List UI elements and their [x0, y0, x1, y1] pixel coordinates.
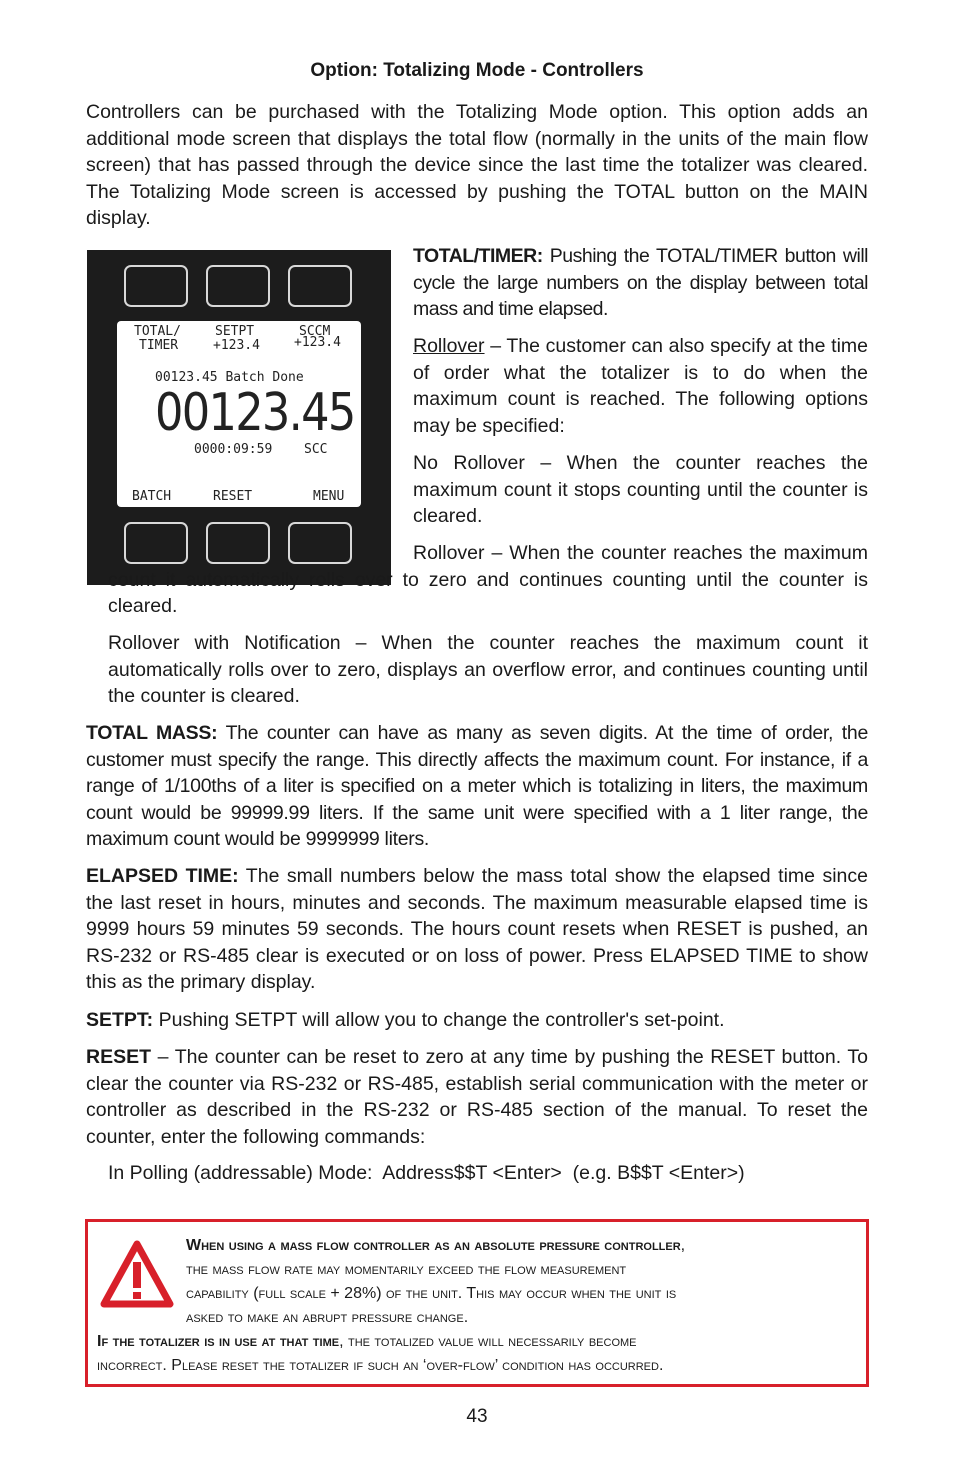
lcd-sccm-value: +123.4 [294, 335, 341, 350]
total-timer-paragraph [413, 243, 868, 323]
section-title: Option: Totalizing Mode - Controllers [310, 60, 644, 81]
page-number: 43 [466, 1406, 488, 1427]
rollover-option-paragraph: Rollover – When the counter reaches the maximum count it automatically rolls over to zero and continues counting until the counter is cleared. [108, 542, 868, 617]
lcd-batch-line: 00123.45 Batch Done [155, 370, 304, 385]
lcd-timer-label: TIMER [139, 338, 179, 353]
rollover-paragraph [413, 333, 868, 439]
polling-mode-command: In Polling (addressable) Mode: Address$$T <Enter> (e.g. B$$T <Enter>) [108, 1162, 745, 1184]
no-rollover-paragraph: No Rollover – When the counter reaches the maximum count it stops counting until the counter is cleared. [413, 452, 868, 527]
top-left-button [124, 265, 188, 307]
rollover-text: – The customer can also specify at the time of order what the totalizer is to do when the maximum count is reached. The following options may be specified: [413, 335, 868, 437]
lcd-total-label: TOTAL/ [134, 324, 181, 339]
total-mass-text: The counter can have as many as seven digits. At the time of order, the customer must specify the range. This directly affects the maximum count. For instance, if a range of 1/100ths of a liter is specified on a meter which is totalizing in liters, the maximum count would be 99999.99 liters. If the same unit were specified with a 1 liter range, the maximum count would be 9999999 liters. [86, 722, 868, 850]
warning-triangle-icon [100, 1240, 174, 1308]
setpt-label: SETPT: [86, 1009, 154, 1031]
elapsed-time-label: ELAPSED TIME: [86, 865, 239, 887]
reset-label: RESET [86, 1046, 152, 1068]
reset-paragraph [86, 1044, 868, 1150]
top-middle-button [206, 265, 270, 307]
lcd-reset-label: RESET [213, 489, 253, 504]
elapsed-time-paragraph [86, 863, 868, 996]
top-right-button [288, 265, 352, 307]
reset-text: – The counter can be reset to zero at any time by pushing the RESET button. To clear the counter via RS-232 or RS-485, establish serial communication with the meter or controller as described in the RS-232 or RS-485 section of the manual. To reset the counter, enter the following commands: [86, 1046, 868, 1148]
warning-line-3: capability (full scale + 28%) of the unit. This may occur when the unit is [186, 1285, 677, 1302]
warning-line-1 [186, 1234, 685, 1258]
warning-line-1-rest: , [680, 1237, 686, 1254]
lcd-menu-label: MENU [313, 489, 345, 504]
warning-box [85, 1219, 869, 1387]
lcd-screen [117, 321, 361, 507]
lcd-batch-label: BATCH [132, 489, 172, 504]
total-timer-text: Pushing the TOTAL/TIMER button will cycle the large numbers on the display between total mass and time elapsed. [413, 245, 868, 320]
lcd-setpt-value: +123.4 [213, 338, 260, 353]
lcd-elapsed-time: 0000:09:59 [194, 442, 273, 457]
total-mass-paragraph [86, 720, 868, 853]
controller-display-image [87, 250, 391, 585]
warning-line-2: the mass flow rate may momentarily exceed the flow measurement [186, 1261, 627, 1278]
warning-line-5-bold: If the totalizer is in use at that time [97, 1333, 340, 1350]
warning-line-5 [97, 1330, 637, 1354]
rollover-notification-paragraph: Rollover with Notification – When the counter reaches the maximum count it automatically rolls over to zero, displays an overflow error, and continues counting until the counter is cleared. [108, 632, 868, 707]
warning-line-6: incorrect. Please reset the totalizer if such an ‘over-flow’ condition has occurred. [97, 1357, 664, 1374]
intro-paragraph: Controllers can be purchased with the Totalizing Mode option. This option adds an additional mode screen that displays the total flow (normally in the units of the main flow screen) that has passed through the device since the last time the totalizer was cleared. The Totalizing Mode screen is accessed by pushing the TOTAL button on the MAIN display. [86, 101, 868, 229]
warning-line-4: asked to make an abrupt pressure change. [186, 1309, 469, 1326]
total-mass-label: TOTAL MASS: [86, 722, 218, 744]
lcd-big-number: 00123.45 [155, 383, 355, 443]
elapsed-time-text: The small numbers below the mass total show the elapsed time since the last reset in hours, minutes and seconds. The maximum measurable elapsed time is 9999 hours 59 minutes 59 seconds. The hours count resets when RESET is pushed, an RS-232 or RS-485 clear is executed or on loss of power. Press ELAPSED TIME to show this as the primary display. [86, 865, 868, 993]
warning-line-5-rest: , the totalized value will necessarily become [339, 1333, 637, 1350]
setpt-paragraph [86, 1007, 868, 1034]
lcd-sccm-label: SCCM [299, 324, 331, 339]
warning-line-1-bold: When using a mass flow controller as an absolute pressure controller [186, 1237, 681, 1254]
total-timer-label: TOTAL/TIMER: [413, 245, 543, 267]
lcd-setpt-label: SETPT [215, 324, 255, 339]
rollover-label: Rollover [413, 335, 485, 357]
setpt-text: Pushing SETPT will allow you to change the controller's set-point. [153, 1009, 725, 1031]
lcd-unit: SCC [304, 442, 328, 457]
